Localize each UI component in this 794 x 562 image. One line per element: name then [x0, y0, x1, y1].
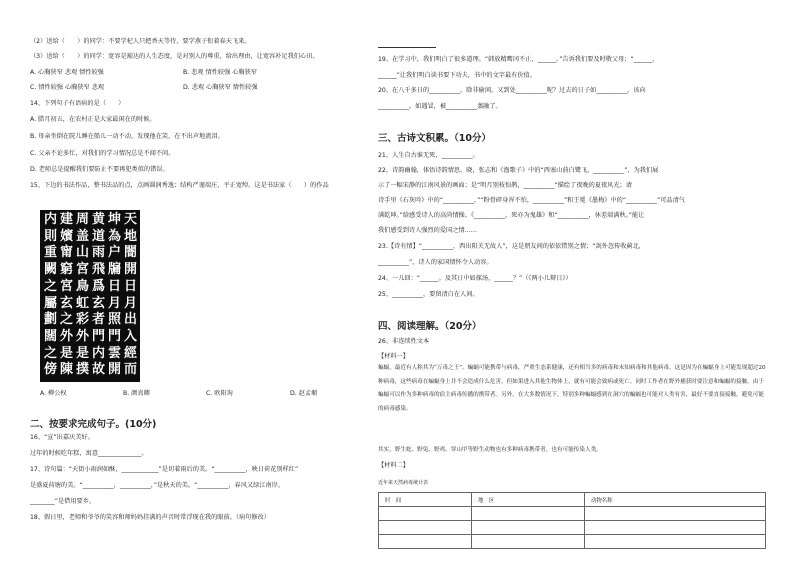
- calligraphy-char: 宮: [75, 262, 89, 278]
- calligraphy-char: 門: [91, 328, 105, 344]
- calligraphy-char: 坤: [107, 212, 121, 227]
- q15-option-d: D. 赵孟頫: [290, 390, 318, 397]
- calligraphy-char: 門: [107, 328, 121, 344]
- q13-line-3: （3）送给（ ）的同学：宽容是豁达的人生态度，是对别人的尊重，给出理由，让宽容补足我们心田。: [30, 53, 319, 60]
- calligraphy-column: [123, 212, 138, 380]
- q14-option-d: D. 老师总是提醒我们要防止不要再犯类似的错误。: [30, 166, 169, 173]
- table-header-row: [379, 493, 766, 507]
- calligraphy-char: 故: [91, 362, 105, 378]
- calligraphy-char: 照: [107, 312, 121, 328]
- q14-option-b: B. 母亲坐倒在院儿睡在船儿一动不动，发现他在笑，在不出声地流泪。: [30, 133, 224, 140]
- q22-line-5: 我们感受到诗人强烈的爱国之情……: [378, 227, 477, 234]
- table-row: [379, 521, 766, 535]
- table-cell: [585, 535, 766, 549]
- table-row: [379, 535, 766, 549]
- q22-line-2: 示了一幅宋静的江南风景的画面；是“明月别枝惊鹊，__________”描绘了夜晚的夏夜风光；请: [378, 182, 632, 189]
- q15-option-b: B. 颜真卿: [123, 390, 150, 397]
- calligraphy-char: 玄: [59, 295, 73, 311]
- calligraphy-char: 周: [75, 212, 89, 227]
- material-1-tail: 其实，野生蛇、野兔、野鸡、穿山甲等野生动物也有多种病毒携带者，也有可能传染人类。: [378, 447, 602, 453]
- table-header-cell: 地 区: [472, 493, 585, 507]
- material-1-text: 蝙蝠，最近有人称其为“万毒之王”。蝙蝠可能携带与病毒，严重生态系健康，还有相当多的病毒和未知病毒和其他病毒。这是因为在蝙蝠身上可能发现超过20种病毒，这些病毒在蝙蝠身上并不会造成什么危害，但如果进入其他生物体上，就有可能会致病或死亡。同时工作者在野外捕获时要注意和蝙蝠的接触。由于蝙蝠可以作为多种病毒的宿主病毒传播的携带者。另外，在大多数情况下，特别多种蝙蝠感到在洞穴的蝙蝠也可能对人类有害，最好不要直接接触，避免可能的病毒感染。: [378, 365, 766, 412]
- calligraphy-char: 劃: [43, 312, 57, 328]
- calligraphy-char: 外: [59, 328, 73, 344]
- q15-option-c: C. 欧阳询: [206, 390, 233, 397]
- calligraphy-char: 建: [59, 212, 73, 227]
- calligraphy-char: 月: [123, 295, 137, 311]
- calligraphy-char: 則: [43, 228, 57, 244]
- q26-stem: 26、非连续性文本: [378, 338, 430, 345]
- calligraphy-char: 之: [59, 312, 73, 328]
- table-cell: [585, 507, 766, 521]
- calligraphy-column: [91, 212, 106, 380]
- calligraphy-char: 虹: [75, 295, 89, 311]
- calligraphy-column: [75, 212, 90, 380]
- calligraphy-char: 鳥: [75, 278, 89, 294]
- table-cell: [472, 507, 585, 521]
- calligraphy-char: 重: [43, 245, 57, 261]
- table-caption: 近年来天然病毒统计表: [378, 480, 429, 486]
- calligraphy-char: 日: [123, 278, 137, 294]
- calligraphy-char: 盖: [75, 228, 89, 244]
- q15-option-a: A. 柳公权: [40, 390, 67, 397]
- table-cell: [472, 521, 585, 535]
- table-cell: [379, 521, 472, 535]
- calligraphy-char: 牖: [107, 262, 121, 278]
- calligraphy-char: 黄: [91, 212, 105, 227]
- q16-stem: 16、“宣”出嘉庆美好。: [30, 434, 94, 441]
- material-1-label: 【材料一】: [378, 353, 409, 360]
- calligraphy-char: 宮: [59, 278, 73, 294]
- calligraphy-char: 是: [75, 345, 89, 361]
- q15-stem: 15、下边的书法作品，整书法品的点，点画圆润秀逸；结构严谨端庄，平正宽绰。这是书法家（ ）的作品: [30, 182, 329, 189]
- calligraphy-char: 雲: [107, 345, 121, 361]
- q24-stem: 24、一儿回：“______。及其日中如探汤，______？”（《两小儿辩日》）: [378, 275, 572, 282]
- calligraphy-column: [59, 212, 74, 380]
- calligraphy-char: 者: [91, 312, 105, 328]
- calligraphy-char: 而: [123, 362, 137, 378]
- calligraphy-char: 是: [59, 345, 73, 361]
- calligraphy-char: 甯: [59, 245, 73, 261]
- q14-option-a: A. 腊月初五，在农村正是大家最闲在的时候。: [30, 116, 156, 123]
- calligraphy-char: 嬪: [59, 228, 73, 244]
- table-cell: [585, 521, 766, 535]
- section-2-title: 二、按要求完成句子。(10分): [30, 419, 157, 430]
- q13-option-c: C. 情性较强 心胸狭窄 悲观: [30, 84, 105, 91]
- q20-line-2: __________。如遇冒，被__________蒸融了。: [378, 103, 502, 110]
- q20-line-1: 20、在八千多日的__________，除非偷闲，又到处__________呢？过去的日子如__________，该向: [378, 87, 646, 94]
- calligraphy-char: 之: [43, 345, 57, 361]
- q13-line-2: （2）送给（ ）的同学：不要学杞人只把香天等待，要学燕子衔着春天飞来。: [30, 38, 251, 45]
- q21-stem: 21、人生自古谁无死，__________。: [378, 152, 479, 159]
- table-header-cell: 动物名称: [585, 493, 766, 507]
- table-cell: [379, 535, 472, 549]
- calligraphy-image: [40, 210, 140, 382]
- calligraphy-char: 之: [43, 278, 57, 294]
- calligraphy-column: [107, 212, 122, 380]
- calligraphy-char: 屬: [43, 295, 57, 311]
- calligraphy-char: 開: [123, 262, 137, 278]
- q22-line-4: 满乾坤。”给感受诗人的高尚情操。《__________，死亦为鬼雄》和“__________，休差端满秋。”能让: [378, 212, 645, 219]
- calligraphy-char: 月: [107, 295, 121, 311]
- section-4-title: 四、阅读理解。（20分）: [378, 321, 482, 332]
- q22-line-3: 诗手里《石灰吟》中的“__________，”“粉骨碎身浑不怕，__________”和王冕《墨梅》中的“__________”可品清气: [378, 197, 685, 204]
- calligraphy-char: 闊: [43, 328, 57, 344]
- calligraphy-char: 玄: [91, 295, 105, 311]
- calligraphy-char: 道: [91, 228, 105, 244]
- calligraphy-char: 内: [43, 212, 57, 227]
- calligraphy-column: [43, 212, 58, 380]
- calligraphy-char: 户: [107, 245, 121, 261]
- section-3-title: 三、古诗文积累。（10分）: [378, 133, 491, 144]
- calligraphy-char: 日: [107, 278, 121, 294]
- calligraphy-char: 撲: [75, 362, 89, 378]
- calligraphy-char: 闕: [43, 262, 57, 278]
- calligraphy-char: 陳: [59, 362, 73, 378]
- q17-line-3: ________”是借用要乡。: [30, 498, 96, 505]
- q18-stem: 18、假日里，老师和爷爷的笑容和师妈妈挂满的声音时常浮现在我的眼前。（病句修改）: [30, 514, 270, 521]
- calligraphy-char: 為: [107, 228, 121, 244]
- q13-option-b: B. 悲观 情性较强 心胸狭窄: [183, 69, 257, 76]
- calligraphy-char: 山: [75, 245, 89, 261]
- calligraphy-char: 經: [123, 345, 137, 361]
- calligraphy-char: 内: [91, 345, 105, 361]
- calligraphy-char: 闇: [123, 245, 137, 261]
- virus-table: [378, 492, 766, 549]
- q16-line: 过年的时候吃年糕，寓意______________。: [30, 450, 148, 457]
- q14-stem: 14、下列句子有语病的是（ ）: [30, 100, 125, 107]
- q23-line-2: __________”，诗人的家国情怀令人动容。: [378, 259, 493, 266]
- q17-line-1: 17、诗句篇：“天街小雨润如酥，____________”是切着雨后的美。“__________，映日荷花别样红”: [30, 466, 299, 473]
- calligraphy-char: 入: [123, 328, 137, 344]
- q22-line-1: 22、诗韵幽翰，体悟诗韵情思。晓，张志和《渔歌子》中的“西塞山前白鹭飞，__________”，为我们展: [378, 167, 659, 174]
- q17-line-2: 是盛夏荷塘的美。“__________，__________，”是秋天的美。“__________，春风又绿江南岸。: [30, 482, 285, 489]
- q14-option-c: C. 父亲不论多忙，对我们的学习情况总是不闻不问。: [30, 150, 175, 157]
- calligraphy-char: 傍: [43, 362, 57, 378]
- table-row: [379, 507, 766, 521]
- calligraphy-char: 開: [107, 362, 121, 378]
- table-header-cell: 时 间: [379, 493, 472, 507]
- calligraphy-char: 彩: [75, 312, 89, 328]
- material-2-label: 【材料二】: [378, 462, 409, 469]
- q25-stem: 25、__________，要留清白在人间。: [378, 291, 479, 298]
- q19-line-2: ______”让我们明白读书要下功夫，书中的文字最有价值。: [378, 72, 536, 79]
- table-cell: [379, 507, 472, 521]
- q13-option-a: A. 心胸狭窄 悲观 情性较强: [30, 69, 104, 76]
- calligraphy-char: 地: [123, 228, 137, 244]
- calligraphy-char: 窮: [59, 262, 73, 278]
- calligraphy-char: 爲: [91, 278, 105, 294]
- top-answer-line: [378, 47, 436, 48]
- table-cell: [472, 535, 585, 549]
- calligraphy-char: 出: [123, 312, 137, 328]
- q23-line-1: 23.【诗有情】“__________，西出阳关无故人”，这是朋友间的依依惜别之情；“剑外忽传收蓟北，: [378, 243, 645, 250]
- q13-option-d: D. 悲观 心胸狭窄 情性较强: [183, 84, 258, 91]
- calligraphy-char: 飛: [91, 262, 105, 278]
- calligraphy-char: 天: [123, 212, 137, 227]
- calligraphy-char: 外: [75, 328, 89, 344]
- calligraphy-char: 雨: [91, 245, 105, 261]
- q19-line-1: 19、在学习中，我们明白了很多道理。“韩放精鹰冈不止，______。”告诉我们要及时敬父母；“______，: [378, 56, 659, 63]
